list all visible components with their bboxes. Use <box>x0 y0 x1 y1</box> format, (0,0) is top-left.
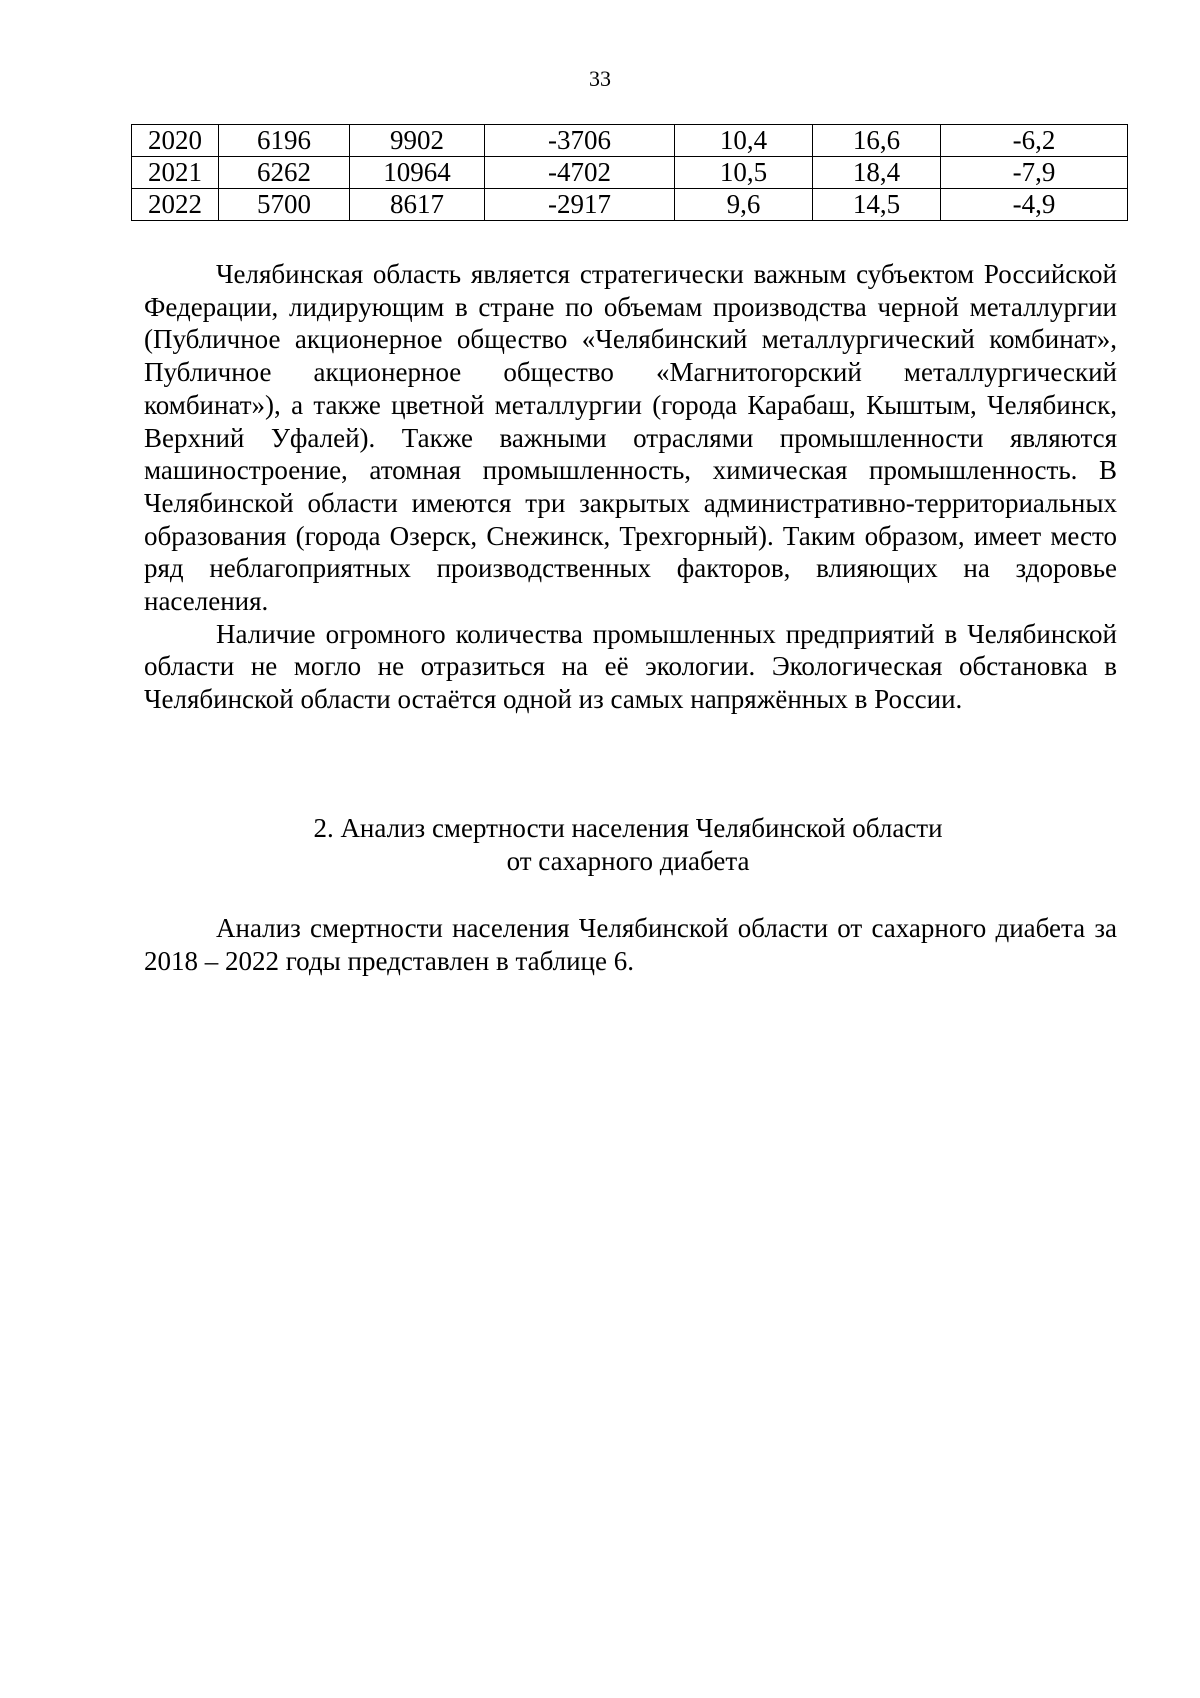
table-cell: 9902 <box>350 125 485 157</box>
table-row <box>132 125 1128 157</box>
table-cell: 10964 <box>350 157 485 189</box>
page-number: 33 <box>589 66 611 91</box>
main-text <box>144 258 1117 716</box>
table-cell: -7,9 <box>941 157 1128 189</box>
paragraph-industry: Челябинская область является стратегически важным субъектом Российской Федерации, лидирующим в стране по объемам производства черной металлургии (Публичное акционерное общество «Челябинский металлургический комбинат», Публичное акционерное общество «Магнитогорский металлургический комбинат»), а также цветной металлургии (города Карабаш, Кыштым, Челябинск, Верхний Уфалей). Также важными отраслями промышленности являются машиностроение, атомная промышленность, химическая промышленность. В Челябинской области имеются три закрытых административно-территориальных образования (города Озерск, Снежинск, Трехгорный). Таким образом, имеет место ряд неблагоприятных производственных факторов, влияющих на здоровье населения. <box>144 259 1117 617</box>
table-cell: 10,4 <box>675 125 813 157</box>
table-cell: 10,5 <box>675 157 813 189</box>
table-cell: -6,2 <box>941 125 1128 157</box>
section-heading-line-2: от сахарного диабета <box>506 846 750 876</box>
table-cell: 2020 <box>132 125 219 157</box>
table-cell: 2021 <box>132 157 219 189</box>
table-cell: -4,9 <box>941 189 1128 221</box>
table-cell: 18,4 <box>813 157 941 189</box>
paragraph-ecology: Наличие огромного количества промышленных предприятий в Челябинской области не могло не отразиться на её экологии. Экологическая обстановка в Челябинской области остаётся одной из самых напряжённых в России. <box>144 618 1117 715</box>
table-cell: 5700 <box>219 189 350 221</box>
table-cell: 14,5 <box>813 189 941 221</box>
table-cell: 6262 <box>219 157 350 189</box>
table-row <box>132 157 1128 189</box>
table-cell: -2917 <box>485 189 675 221</box>
section-heading <box>130 812 1126 878</box>
table-cell: -3706 <box>485 125 675 157</box>
table-cell: 16,6 <box>813 125 941 157</box>
table-cell: 2022 <box>132 189 219 221</box>
section-intro <box>144 912 1117 977</box>
table-cell: 8617 <box>350 189 485 221</box>
section-heading-line-1: 2. Анализ смертности населения Челябинской области <box>313 813 943 843</box>
table-cell: 6196 <box>219 125 350 157</box>
table-cell: -4702 <box>485 157 675 189</box>
table-row <box>132 189 1128 221</box>
paragraph-intro: Анализ смертности населения Челябинской области от сахарного диабета за 2018 – 2022 годы представлен в таблице 6. <box>144 913 1117 976</box>
mortality-data-table <box>131 124 1128 221</box>
table-cell: 9,6 <box>675 189 813 221</box>
